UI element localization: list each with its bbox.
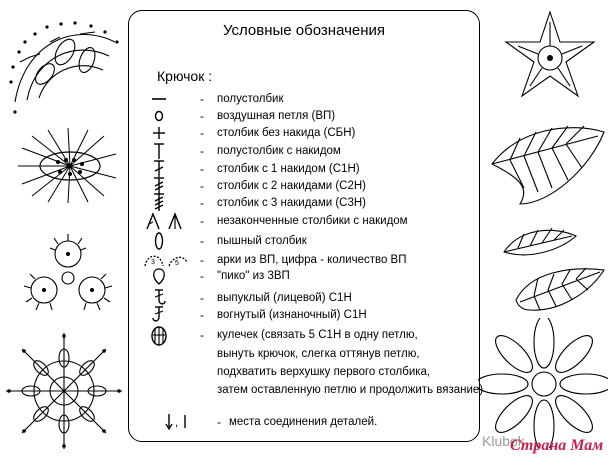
legend-dash: - — [200, 109, 204, 123]
motif-trefoil — [14, 232, 122, 320]
legend-label: места соединения деталей. — [229, 416, 378, 428]
bobble-stitch-icon — [139, 326, 191, 344]
legend-dash: - — [217, 415, 221, 429]
legend-row — [129, 160, 479, 178]
motif-curled-leaf — [510, 262, 610, 318]
watermark-logo: Страна Мам — [510, 437, 604, 454]
motif-small-leaf — [500, 222, 580, 266]
treble-crochet-icon — [139, 177, 191, 195]
joining-icon — [139, 413, 191, 431]
puff-stitch-icon — [139, 232, 191, 250]
watermark-text: Klubok — [482, 433, 525, 449]
motif-oval-leaf — [8, 128, 120, 203]
legend-panel — [128, 10, 484, 442]
legend-label: выпуклый (лицевой) С1Н — [217, 292, 352, 304]
svg-text:,: , — [175, 417, 179, 429]
legend-label: незаконченные столбики с накидом — [217, 215, 408, 227]
legend-label: полустолбик — [217, 93, 284, 105]
legend-title: Условные обозначения — [222, 22, 386, 39]
legend-label: столбик с 1 накидом (С1Н) — [217, 163, 360, 175]
legend-row — [129, 306, 479, 324]
legend-row — [129, 289, 479, 307]
double-treble-icon — [139, 194, 191, 212]
half-double-crochet-icon — [139, 142, 191, 160]
chain-loop-icon — [139, 107, 191, 125]
legend-row — [129, 177, 479, 195]
legend-row — [129, 326, 479, 344]
slip-stitch-icon — [139, 90, 191, 108]
picot-icon — [139, 267, 191, 285]
legend-row — [129, 124, 479, 142]
legend-label: столбик без накида (СБН) — [217, 127, 356, 139]
legend-dash: - — [200, 291, 204, 305]
legend-row — [129, 413, 479, 431]
legend-label: вогнутый (изнаночный) С1Н — [217, 309, 367, 321]
bobble-continuation-line: вынуть крючок, слегка оттянув петлю, — [217, 348, 420, 360]
legend-label: арки из ВП, цифра - количество ВП — [217, 254, 407, 266]
legend-dash: - — [200, 253, 204, 267]
motif-snowflake — [4, 328, 124, 454]
bobble-continuation-line: подхватить верхушку первого столбика, — [217, 366, 431, 378]
legend-label: столбик с 2 накидами (С2Н) — [217, 180, 367, 192]
unfinished-stitches-icon — [139, 212, 191, 230]
double-crochet-icon — [139, 160, 191, 178]
legend-dash: - — [200, 214, 204, 228]
single-crochet-icon — [139, 124, 191, 142]
motif-leaf-cluster — [5, 12, 125, 122]
motif-large-flower — [478, 318, 608, 448]
legend-label: "пико" из 3ВП — [217, 270, 290, 282]
legend-dash: - — [200, 328, 204, 342]
legend-dash: - — [200, 126, 204, 140]
legend-label: полустолбик с накидом — [217, 145, 341, 157]
legend-dash: - — [200, 234, 204, 248]
legend-row — [129, 194, 479, 212]
svg-text:3: 3 — [151, 259, 155, 266]
legend-dash: - — [200, 308, 204, 322]
legend-row — [129, 232, 479, 250]
legend-dash: - — [200, 92, 204, 106]
legend-dash: - — [200, 144, 204, 158]
back-post-icon — [139, 306, 191, 324]
motif-star-flower — [496, 8, 604, 108]
front-post-icon — [139, 289, 191, 307]
legend-label: воздушная петля (ВП) — [217, 110, 336, 122]
legend-dash: - — [200, 162, 204, 176]
bobble-continuation-line: затем оставленную петлю и продолжить вязание) — [217, 384, 484, 396]
legend-row — [129, 142, 479, 160]
legend-row — [129, 267, 479, 285]
legend-label: кулечек (связать 5 С1Н в одну петлю, — [217, 329, 418, 341]
legend-label: пышный столбик — [217, 235, 307, 247]
legend-row — [129, 212, 479, 230]
hook-heading: Крючок : — [157, 68, 213, 84]
svg-text:5: 5 — [175, 260, 179, 267]
legend-dash: - — [200, 179, 204, 193]
legend-dash: - — [200, 196, 204, 210]
legend-label: столбик с 3 накидами (С3Н) — [217, 197, 367, 209]
legend-row — [129, 90, 479, 108]
legend-row — [129, 107, 479, 125]
motif-pointed-leaf — [490, 118, 608, 214]
legend-dash: - — [200, 269, 204, 283]
